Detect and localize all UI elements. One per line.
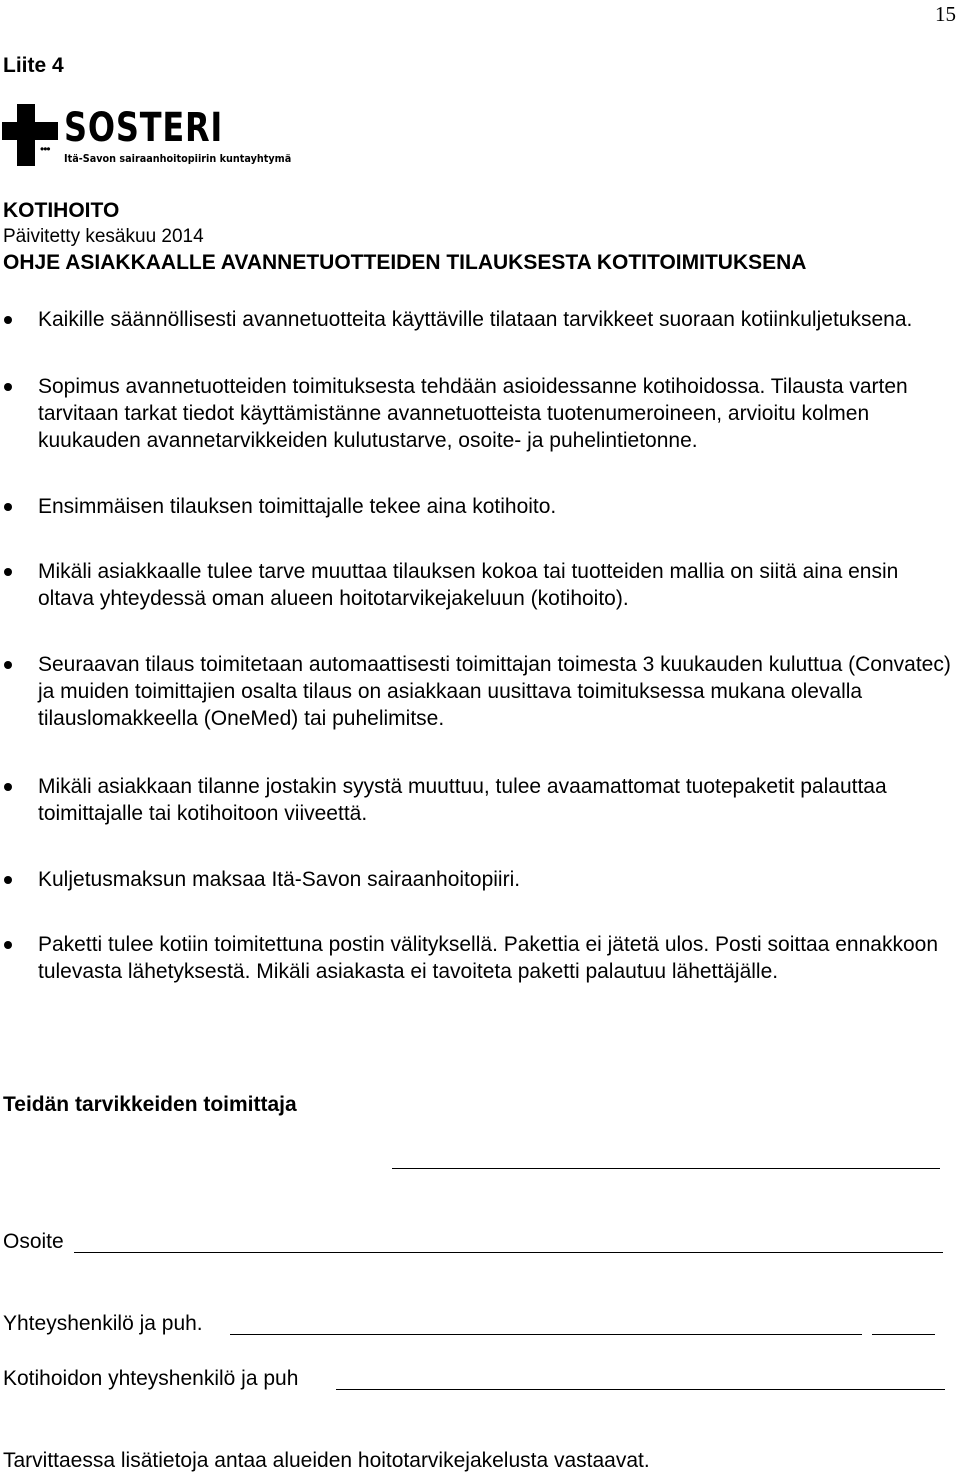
homecare-contact-label: Kotihoidon yhteyshenkilö ja puh [3, 1367, 299, 1390]
bullet-icon [4, 316, 12, 324]
bullet-icon [4, 568, 12, 576]
supplier-heading: Teidän tarvikkeiden toimittaja [3, 1093, 297, 1116]
logo-dots: ••• [40, 142, 50, 156]
address-line[interactable] [74, 1252, 943, 1253]
updated-date: Päivitetty kesäkuu 2014 [3, 226, 204, 247]
instruction-item [0, 493, 955, 520]
instruction-text: Seuraavan tilaus toimitetaan automaattisesti toimittajan toimesta 3 kuukauden kuluttua (Convatec) ja muiden toimittajien osalta tilaus on asiakkaan uusittava toimituksessa mukana olevalla tilauslomakkeella (OneMed) tai puhelimitse. [38, 653, 951, 730]
logo-cross-horizontal [2, 122, 58, 140]
logo-tagline: Itä-Savon sairaanhoitopiirin kuntayhtymä [64, 153, 292, 165]
instruction-item [0, 773, 955, 827]
instruction-item [0, 373, 955, 454]
address-label: Osoite [3, 1230, 64, 1253]
instruction-text: Kuljetusmaksun maksaa Itä-Savon sairaanhoitopiiri. [38, 868, 521, 891]
document-title: KOTIHOITO [3, 199, 120, 222]
instruction-text: Mikäli asiakkaan tilanne jostakin syystä muuttuu, tulee avaamattomat tuotepaketit palauttaa toimittajalle tai kotihoitoon viiveettä. [38, 775, 887, 825]
contact-phone-line[interactable] [872, 1334, 935, 1335]
bullet-icon [4, 503, 12, 511]
instruction-text: Sopimus avannetuotteiden toimituksesta tehdään asioidessanne kotihoidossa. Tilausta varten tarvitaan tarkat tiedot käyttämistänne avannetuotteista tuotenumeroineen, arvioitu kolmen kuukauden avannetarvikkeiden kulutustarve, osoite- ja puhelintietonne. [38, 375, 908, 452]
contact-name-line[interactable] [230, 1334, 862, 1335]
page-number: 15 [935, 2, 956, 26]
instruction-item [0, 558, 955, 612]
bullet-icon [4, 876, 12, 884]
supplier-name-line[interactable] [392, 1168, 940, 1169]
instruction-item [0, 651, 955, 732]
instruction-text: Ensimmäisen tilauksen toimittajalle tekee aina kotihoito. [38, 495, 557, 518]
document-header [3, 198, 806, 276]
footer-note: Tarvittaessa lisätietoja antaa alueiden hoitotarvikejakelusta vastaavat. [3, 1449, 650, 1472]
instruction-text: Mikäli asiakkaalle tulee tarve muuttaa tilauksen kokoa tai tuotteiden mallia on siitä aina ensin oltava yhteydessä oman alueen hoitotarvikejakeluun (kotihoito). [38, 560, 899, 610]
bullet-icon [4, 941, 12, 949]
homecare-contact-line[interactable] [336, 1389, 945, 1390]
logo-wordmark: SOSTERI [64, 105, 224, 151]
bullet-icon [4, 661, 12, 669]
instruction-text: Paketti tulee kotiin toimitettuna postin välityksellä. Pakettia ei jätetä ulos. Posti soittaa ennakkoon tulevasta lähetyksestä. Mikäli asiakasta ei tavoiteta paketti palautuu lähettäjälle. [38, 933, 939, 983]
instruction-item [0, 306, 955, 333]
sosteri-logo [2, 104, 292, 168]
bullet-icon [4, 783, 12, 791]
document-subtitle: OHJE ASIAKKAALLE AVANNETUOTTEIDEN TILAUKSESTA KOTITOIMITUKSENA [3, 251, 807, 274]
instruction-item [0, 931, 955, 985]
appendix-label: Liite 4 [3, 54, 64, 77]
instruction-list [0, 306, 955, 985]
bullet-icon [4, 383, 12, 391]
instruction-text: Kaikille säännöllisesti avannetuotteita käyttäville tilataan tarvikkeet suoraan kotiinkuljetuksena. [38, 308, 913, 331]
instruction-item [0, 866, 955, 893]
contact-label: Yhteyshenkilö ja puh. [3, 1312, 203, 1335]
